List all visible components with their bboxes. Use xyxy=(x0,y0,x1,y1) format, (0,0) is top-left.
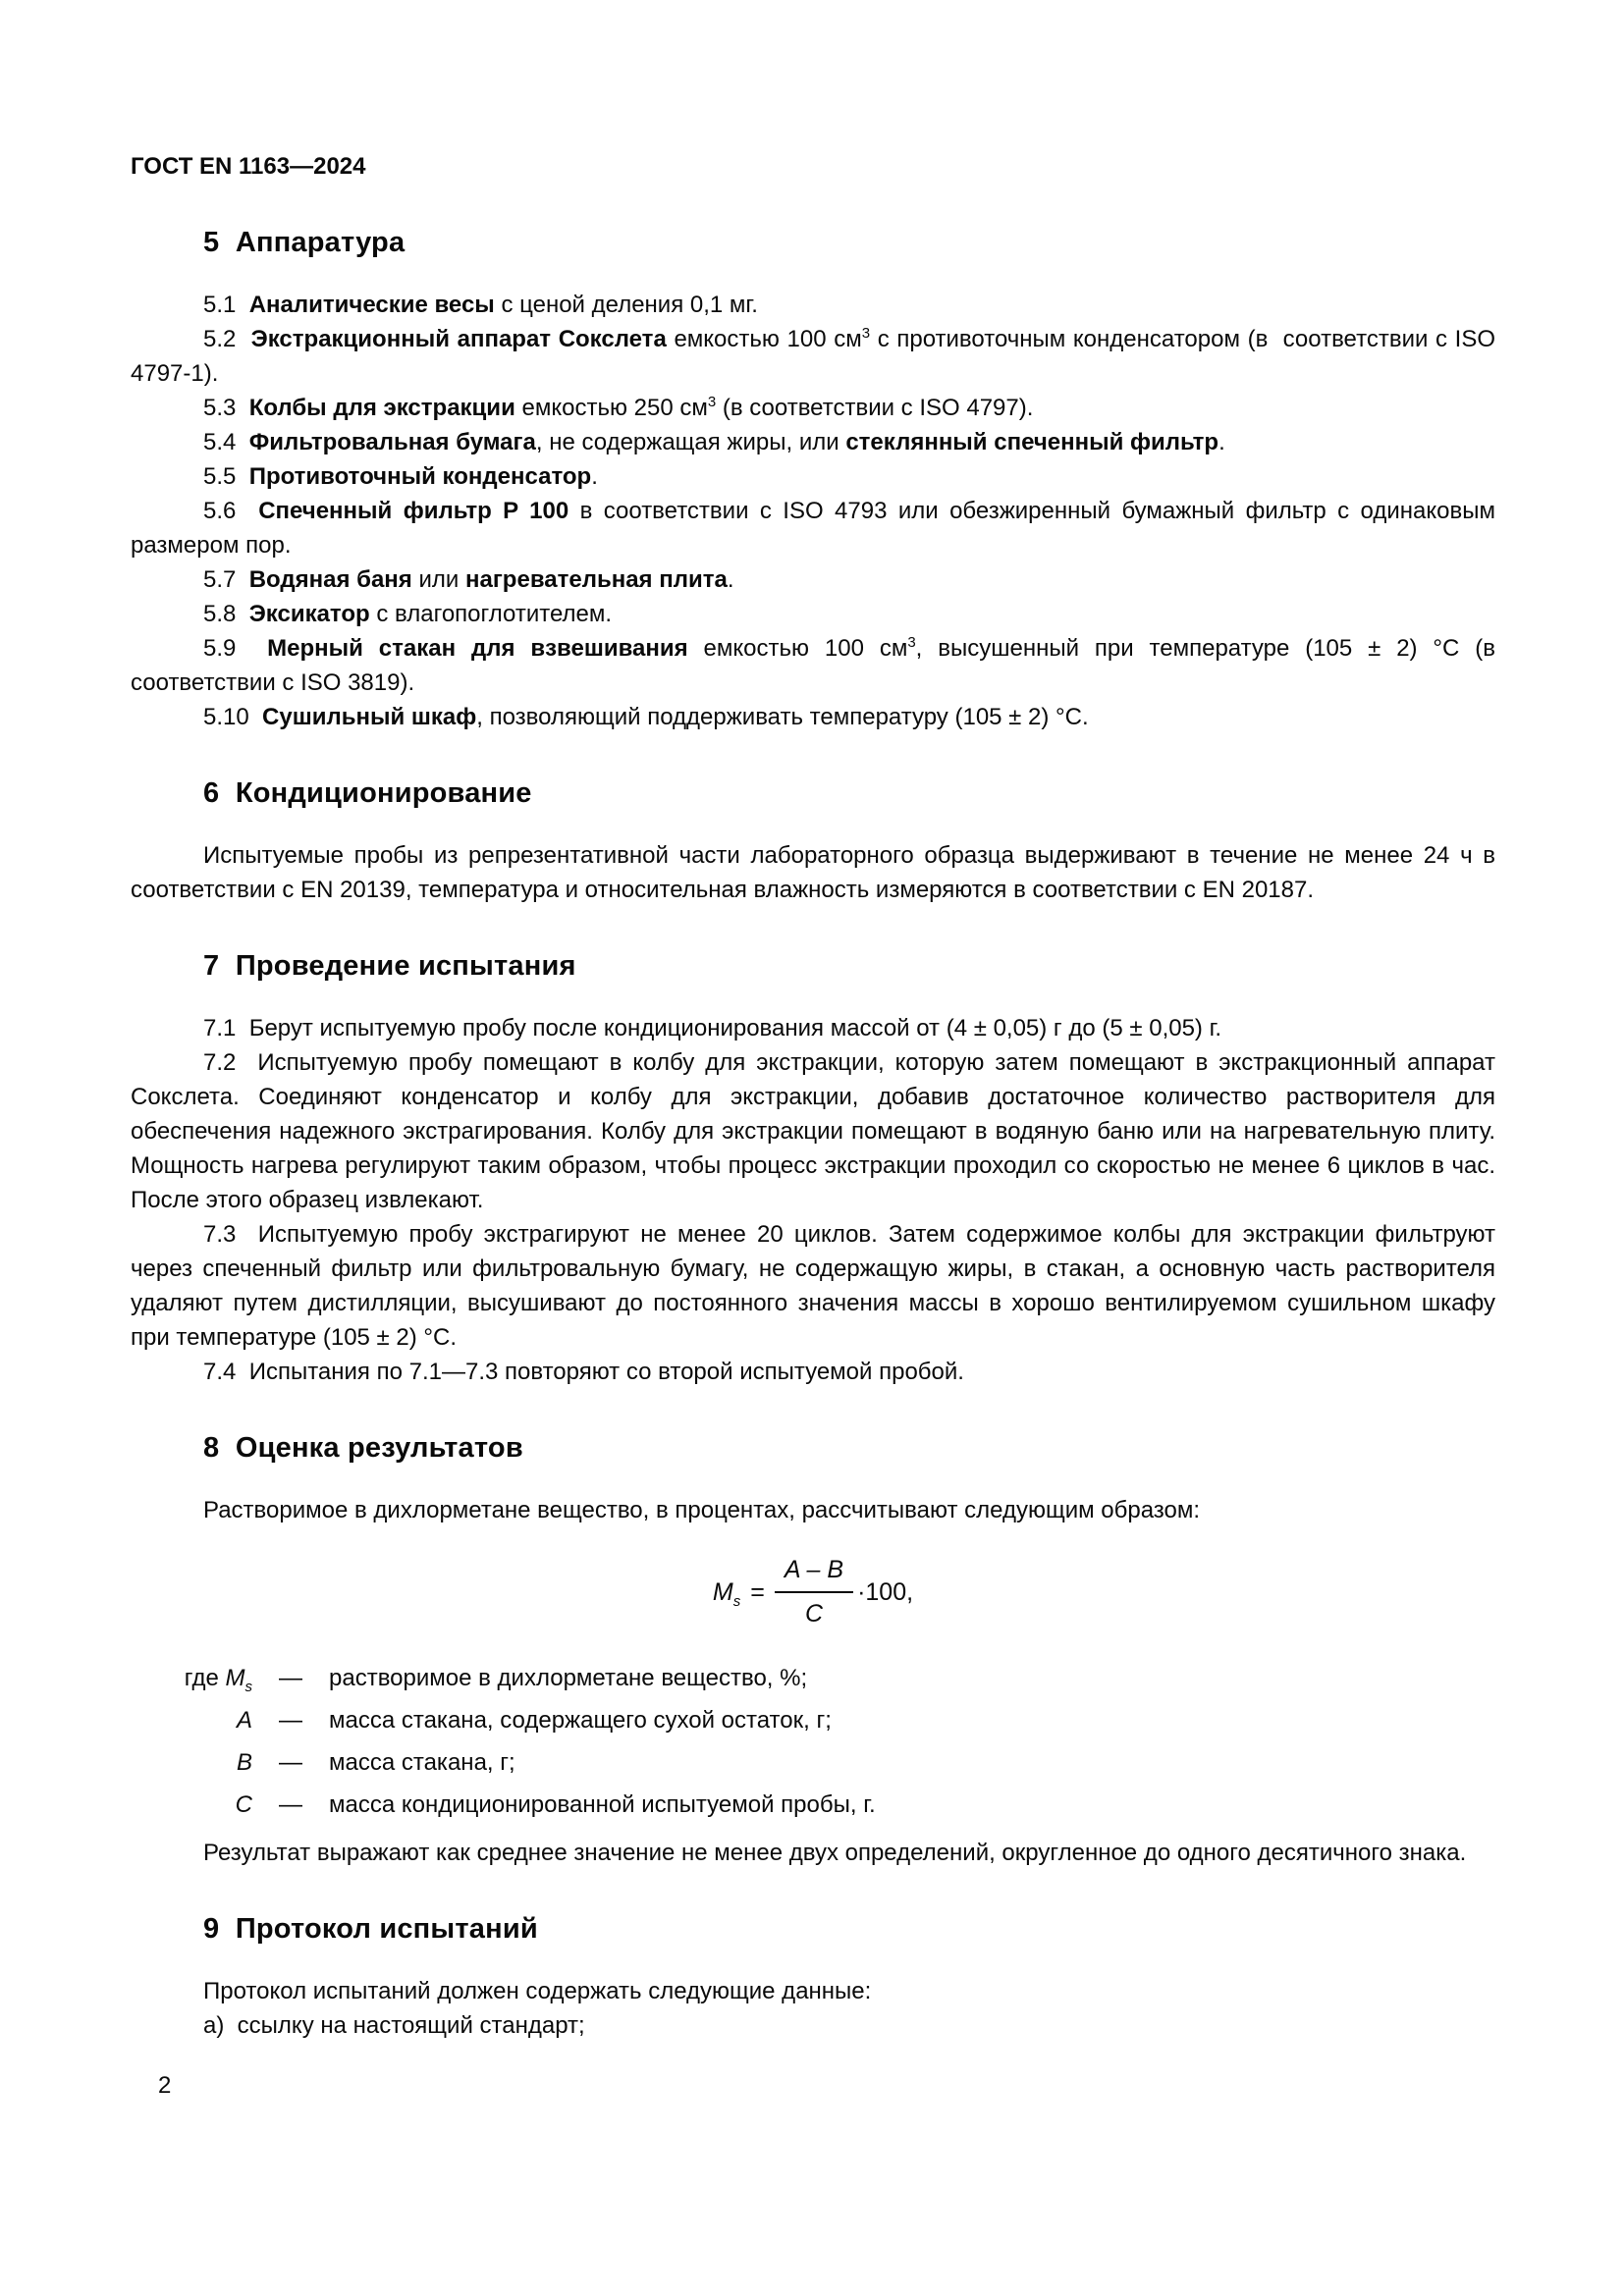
section-8-title: 8 Оценка результатов xyxy=(203,1432,523,1464)
apparatus-item-5-2: 5.2 Экстракционный аппарат Сокслета емкостью 100 $см^3$ с противоточным конденсатором (в соответствии с ISO 4797-1). xyxy=(131,325,1496,387)
apparatus-item-5-1: 5.1 Аналитические весы с ценой деления 0,1 мг. xyxy=(203,292,758,318)
definition-description: масса кондиционированной испытуемой пробы, г. xyxy=(329,1791,876,1818)
protocol-intro-line: Протокол испытаний должен содержать следующие данные: xyxy=(203,1978,872,2004)
definition-row-a xyxy=(131,1703,1495,1737)
conditioning-paragraph: Испытуемые пробы из репрезентативной части лабораторного образца выдерживают в течение не менее 24 ч в соответствии с EN 20139, температура и относительная влажность измеряются в соответствии с EN 20187. xyxy=(131,842,1495,903)
definition-term: C xyxy=(235,1791,252,1818)
definition-description: масса стакана, г; xyxy=(329,1749,515,1776)
procedure-paragraph-7-4: 7.4 Испытания по 7.1—7.3 повторяют со второй испытуемой пробой. xyxy=(203,1359,964,1385)
definition-dash: — xyxy=(279,1665,302,1691)
procedure-paragraph-7-2: 7.2 Испытуемую пробу помещают в колбу для экстракции, которую затем помещают в экстракционный аппарат Сокслета. Соединяют конденсатор и колбу для экстракции, добавив достаточное количество растворителя для обеспечения надежного экстрагирования. Колбу для экстракции помещают в водяную баню или на нагревательную плиту. Мощность нагрева регулируют таким образом, чтобы процесс экстракции проходил со скоростью не менее 6 циклов в час. После этого образец извлекают. xyxy=(131,1049,1495,1213)
formula-lhs: $M_s$ xyxy=(712,1577,741,1610)
definition-term: A xyxy=(236,1707,252,1734)
formula-multiplier: ·100, xyxy=(857,1577,914,1606)
definition-term: где $M_s$ xyxy=(184,1665,252,1695)
procedure-paragraph-7-3: 7.3 Испытуемую пробу экстрагируют не менее 20 циклов. Затем содержимое колбы для экстракции фильтруют через спеченный фильтр или фильтровальную бумагу, не содержащую жиры, в стакан, а основную часть растворителя удаляют путем дистилляции, высушивают до постоянного значения массы в хорошо вентилируемом сушильном шкафу при температуре (105 ± 2) °C. xyxy=(131,1221,1495,1351)
definition-description: растворимое в дихлорметане вещество, %; xyxy=(329,1665,808,1691)
section-6-title: 6 Кондиционирование xyxy=(203,777,532,809)
apparatus-item-5-3: 5.3 Колбы для экстракции емкостью 250 $см^3$ (в соответствии с ISO 4797). xyxy=(203,394,1034,421)
formula xyxy=(131,1553,1495,1631)
section-5-title: 5 Аппаратура xyxy=(203,227,406,258)
symbol-definitions xyxy=(131,1661,1495,1822)
definition-row-c xyxy=(131,1788,1495,1822)
definition-row-b xyxy=(131,1745,1495,1780)
page-number: 2 xyxy=(158,2072,172,2099)
section-9-title: 9 Протокол испытаний xyxy=(203,1913,538,1945)
apparatus-item-5-6: 5.6 Спеченный фильтр P 100 в соответствии с ISO 4793 или обезжиренный бумажный фильтр с одинаковым размером пор. xyxy=(131,498,1495,559)
definition-row-ms xyxy=(131,1661,1495,1695)
definition-dash: — xyxy=(279,1749,302,1776)
results-intro-paragraph: Растворимое в дихлорметане вещество, в процентах, рассчитывают следующим образом: xyxy=(203,1497,1201,1523)
definition-dash: — xyxy=(279,1707,302,1734)
formula-fraction xyxy=(775,1553,853,1631)
protocol-item-a: а) ссылку на настоящий стандарт; xyxy=(203,2012,585,2039)
apparatus-item-5-9: 5.9 Мерный стакан для взвешивания емкостью 100 $см^3$, высушенный при температуре (105 ± 2) °C (в соответствии с ISO 3819). xyxy=(131,634,1495,696)
apparatus-item-5-10: 5.10 Сушильный шкаф, позволяющий поддерживать температуру (105 ± 2) °C. xyxy=(203,704,1089,730)
apparatus-item-5-5: 5.5 Противоточный конденсатор. xyxy=(203,463,598,490)
apparatus-item-5-4: 5.4 Фильтровальная бумага, не содержащая жиры, или стеклянный спеченный фильтр. xyxy=(203,429,1225,455)
apparatus-item-5-7: 5.7 Водяная баня или нагревательная плита. xyxy=(203,566,734,593)
formula-denominator: C xyxy=(804,1600,823,1628)
formula-equals: = xyxy=(750,1577,765,1606)
definition-description: масса стакана, содержащего сухой остаток, г; xyxy=(329,1707,832,1734)
apparatus-item-5-8: 5.8 Эксикатор с влагопоглотителем. xyxy=(203,601,613,627)
results-closing-paragraph: Результат выражают как среднее значение не менее двух определений, округленное до одного десятичного знака. xyxy=(203,1840,1467,1866)
procedure-paragraph-7-1: 7.1 Берут испытуемую пробу после кондиционирования массой от (4 ± 0,05) г до (5 ± 0,05) г. xyxy=(203,1015,1222,1041)
definition-dash: — xyxy=(279,1791,302,1818)
formula-numerator: A – B xyxy=(775,1553,853,1593)
section-7-title: 7 Проведение испытания xyxy=(203,950,576,982)
document-code-header: ГОСТ EN 1163—2024 xyxy=(131,153,366,180)
definition-term: B xyxy=(236,1749,252,1776)
